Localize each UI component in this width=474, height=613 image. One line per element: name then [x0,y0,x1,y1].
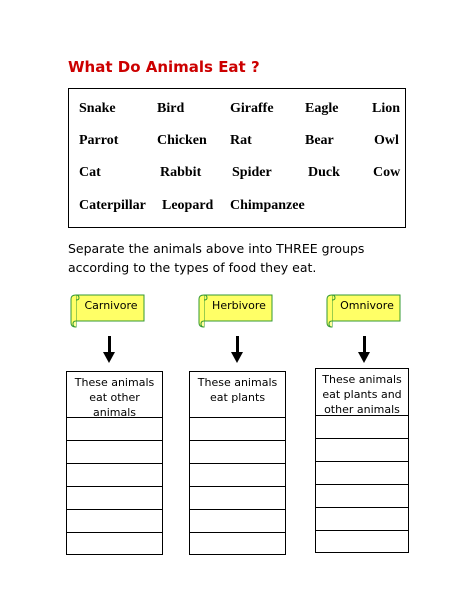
answer-row[interactable] [190,509,285,533]
worksheet-title: What Do Animals Eat ? [68,58,260,76]
answer-row[interactable] [67,509,162,533]
animal-list-box [68,88,406,228]
animal-word: Lion [372,101,401,116]
animal-word: Leopard [162,198,214,213]
scroll-label-text: Omnivore [340,299,394,312]
instruction-text: Separate the animals above into THREE groups according to the types of food they eat. [68,241,365,275]
animal-word: Snake [79,101,116,116]
animal-word: Bird [157,101,185,116]
animal-word: Rabbit [160,165,202,180]
animal-word: Giraffe [230,101,274,116]
answer-row[interactable] [67,417,162,441]
answer-row[interactable] [67,440,162,464]
animal-word: Parrot [79,133,119,148]
animal-word: Duck [308,165,340,180]
answer-row[interactable] [190,532,285,555]
answer-row[interactable] [190,417,285,441]
animal-word: Eagle [305,101,339,116]
omnivore-table [315,368,409,553]
animal-word: Bear [305,133,334,148]
answer-row[interactable] [316,438,408,462]
answer-row[interactable] [67,486,162,510]
down-arrow-icon [103,336,115,364]
animal-word: Caterpillar [79,198,146,213]
down-arrow-icon [231,336,243,364]
table-heading: These animals eat plants and other animals [322,373,402,416]
answer-row[interactable] [316,415,408,439]
herbivore-table [189,371,286,555]
answer-row[interactable] [190,440,285,464]
answer-row[interactable] [190,486,285,510]
scroll-label-text: Carnivore [84,299,138,312]
answer-row[interactable] [67,463,162,487]
down-arrow-icon [358,336,370,364]
animal-word: Cow [373,165,401,180]
answer-row[interactable] [316,507,408,531]
answer-row[interactable] [316,461,408,485]
answer-row[interactable] [67,532,162,555]
table-heading: These animals eat plants [197,376,278,404]
animal-word: Cat [79,165,101,180]
animal-word: Chicken [157,133,207,148]
table-heading: These animals eat other animals [74,376,155,419]
carnivore-scroll-label [70,292,146,328]
animal-word: Chimpanzee [230,198,305,213]
answer-row[interactable] [316,530,408,553]
omnivore-scroll-label [326,292,402,328]
scroll-label-text: Herbivore [212,299,266,312]
animal-word: Rat [230,133,252,148]
answer-row[interactable] [190,463,285,487]
animal-word: Owl [374,133,399,148]
animal-word: Spider [232,165,272,180]
carnivore-table [66,371,163,555]
answer-row[interactable] [316,484,408,508]
herbivore-scroll-label [198,292,274,328]
